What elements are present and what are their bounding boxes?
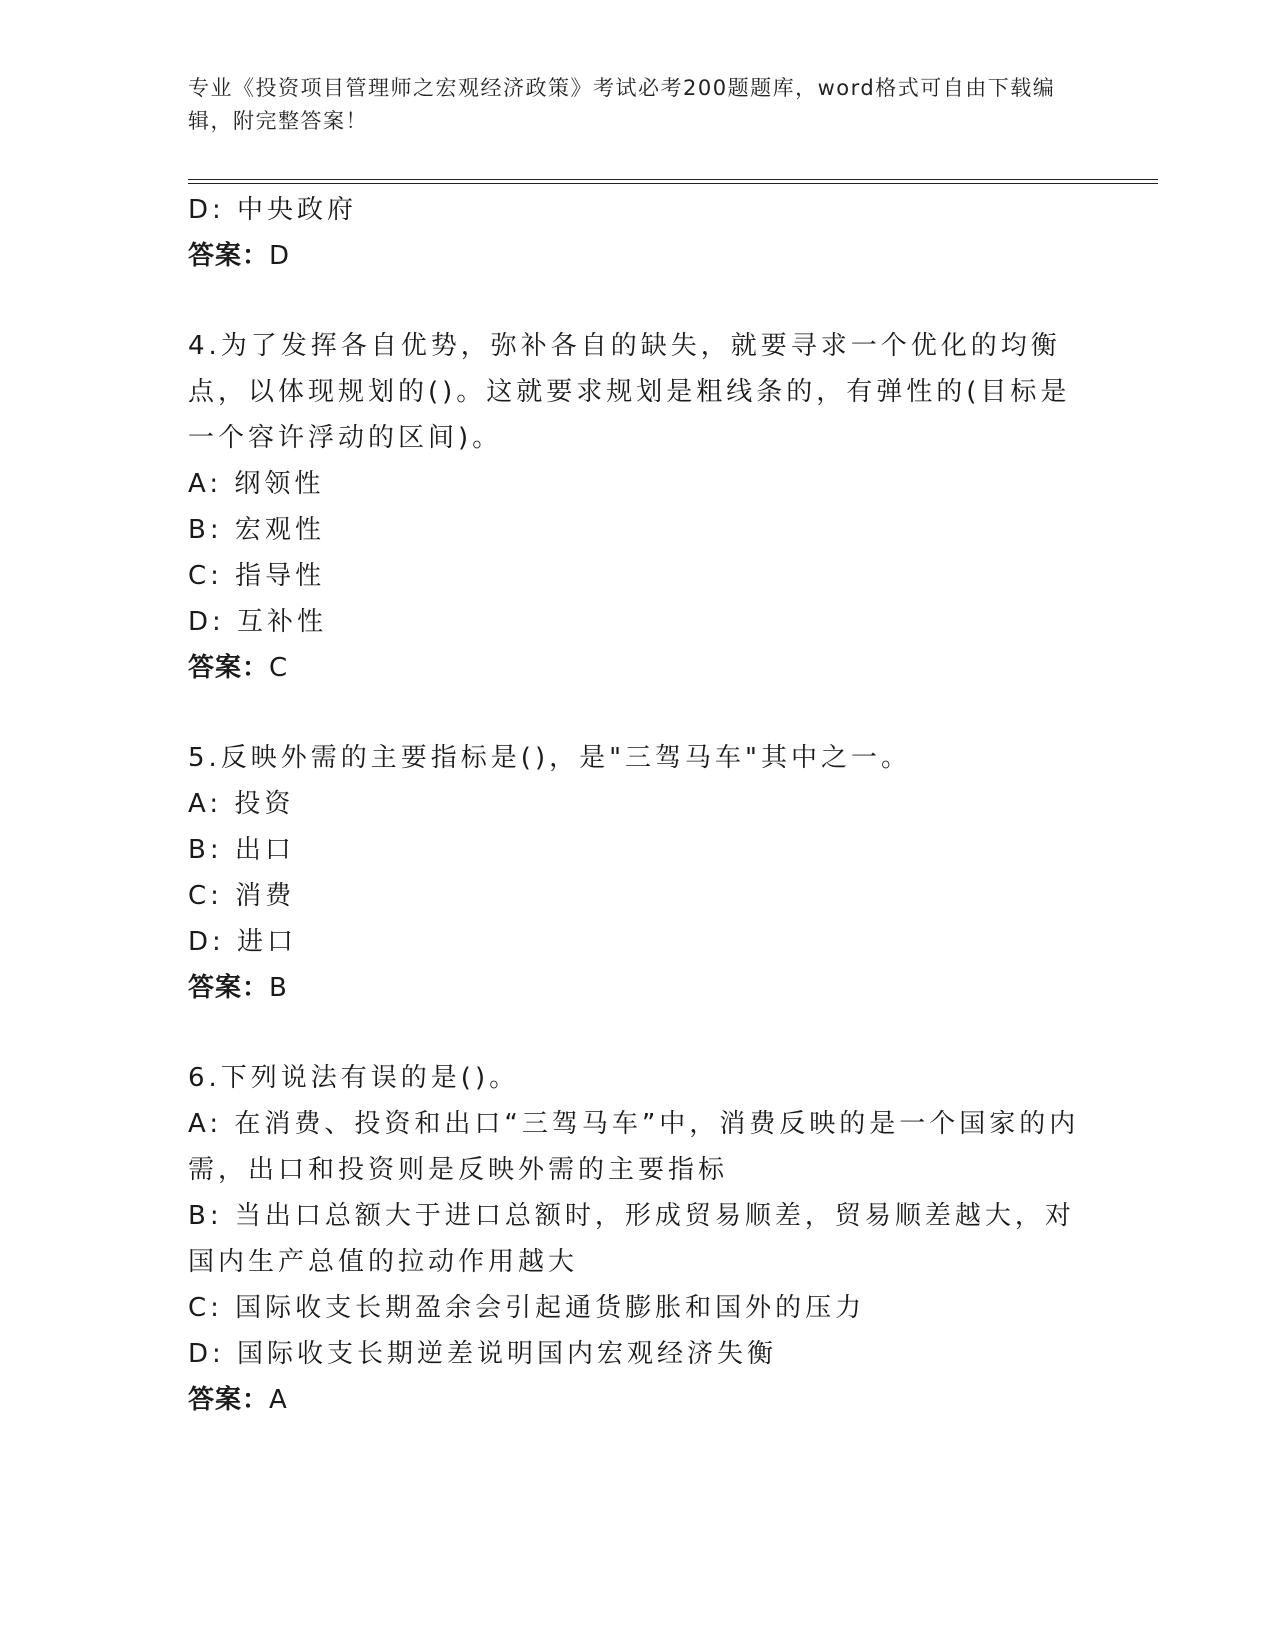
option-c: C: 国际收支长期盈余会引起通货膨胀和国外的压力	[188, 1293, 866, 1323]
header-divider	[188, 179, 1158, 184]
option-c: C: 指导性	[188, 561, 326, 591]
option-b: B: 当出口总额大于进口总额时，形成贸易顺差，贸易顺差越大，对国内生产总值的拉动作用越大	[188, 1201, 1075, 1277]
option-b: B: 宏观性	[188, 515, 325, 545]
answer-line	[188, 233, 1088, 279]
spacer	[188, 691, 1088, 735]
question-stem: 4.为了发挥各自优势，弥补各自的缺失，就要寻求一个优化的均衡点，以体现规划的()。这就要求规划是粗线条的，有弹性的(目标是一个容许浮动的区间)。	[188, 331, 1071, 453]
option-a: A: 在消费、投资和出口“三驾马车”中，消费反映的是一个国家的内需，出口和投资则是反映外需的主要指标	[188, 1109, 1080, 1185]
answer-label: 答案：	[188, 973, 270, 1003]
question-5	[188, 735, 1088, 1011]
answer-value: D	[269, 241, 291, 271]
answer-line	[188, 965, 1088, 1011]
answer-value: A	[269, 1385, 288, 1415]
option-d: D: 中央政府	[188, 195, 358, 225]
option-a: A: 纲领性	[188, 469, 325, 499]
answer-line	[188, 1377, 1088, 1423]
question-4	[188, 323, 1088, 691]
spacer	[188, 279, 1088, 323]
header-text: 专业《投资项目管理师之宏观经济政策》考试必考200题题库，word格式可自由下载编辑，附完整答案！	[188, 76, 1056, 133]
question-3-tail	[188, 187, 1088, 279]
document-header	[188, 72, 1088, 138]
option-d: D: 进口	[188, 927, 298, 957]
option-b: B: 出口	[188, 835, 295, 865]
question-6	[188, 1055, 1088, 1423]
answer-value: B	[269, 973, 288, 1003]
option-d: D: 国际收支长期逆差说明国内宏观经济失衡	[188, 1339, 778, 1369]
answer-line	[188, 645, 1088, 691]
spacer	[188, 1011, 1088, 1055]
option-c: C: 消费	[188, 881, 296, 911]
question-list	[188, 187, 1088, 1423]
question-stem: 6.下列说法有误的是()。	[188, 1063, 520, 1093]
answer-value: C	[269, 653, 289, 683]
answer-label: 答案：	[188, 1385, 270, 1415]
option-a: A: 投资	[188, 789, 295, 819]
answer-label: 答案：	[188, 241, 270, 271]
option-d: D: 互补性	[188, 607, 328, 637]
question-stem: 5.反映外需的主要指标是()，是"三驾马车"其中之一。	[188, 743, 912, 773]
answer-label: 答案：	[188, 653, 270, 683]
